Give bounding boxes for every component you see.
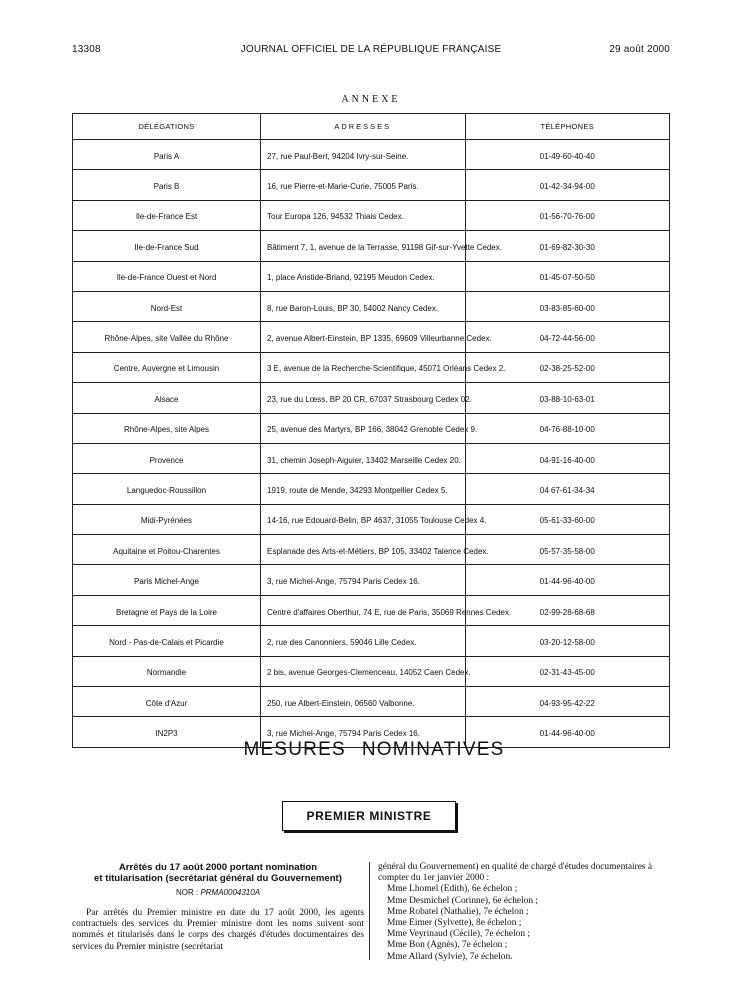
- phone-cell: 04-91-16-40-00: [465, 443, 670, 473]
- table-header-row: [73, 114, 670, 140]
- delegation-cell: Nord-Est: [73, 291, 261, 321]
- section-title-word: MESURES: [243, 739, 346, 760]
- phone-cell: 01-49-60-40-40: [465, 140, 670, 170]
- phone-cell: 03-88-10-63-01: [465, 383, 670, 413]
- table-row: [73, 322, 670, 352]
- nor-code: PRMA0004310A: [200, 888, 261, 897]
- column-header-delegations: DÉLÉGATIONS: [73, 114, 261, 140]
- address-cell: 250, rue Albert-Einstein, 06560 Valbonne.: [261, 687, 466, 717]
- phone-cell: 02-99-28-68-68: [465, 595, 670, 625]
- nominee-item: Mme Desmichel (Corinne), 6e échelon ;: [387, 895, 538, 906]
- address-cell: 31, chemin Joseph-Aiguier, 13402 Marseille Cedex 20.: [261, 443, 466, 473]
- table-row: [73, 200, 670, 230]
- delegation-cell: Nord - Pas-de-Calais et Picardie: [73, 626, 261, 656]
- annexe-title: ANNEXE: [341, 94, 401, 105]
- table-row: [73, 504, 670, 534]
- nominee-item: Mme Bon (Agnès), 7e échelon ;: [387, 940, 508, 951]
- table-row: [73, 595, 670, 625]
- table-row: [73, 535, 670, 565]
- arrete-title-line: et titularisation (secrétariat général du Gouvernement): [94, 873, 342, 884]
- phone-cell: 01-44-96-40-00: [465, 565, 670, 595]
- phone-cell: 01-69-82-30-30: [465, 231, 670, 261]
- arrete-body: Par arrêtés du Premier ministre en date du 17 août 2000, les agents contractuels des services du Premier ministre dont les noms suivent sont nommés et titularisés dans le corps des chargés d'études documentaires des services du Premier ministre (secrétariat: [72, 908, 364, 952]
- section-title: [0, 739, 748, 761]
- delegation-cell: Rhône-Alpes, site Alpes: [73, 413, 261, 443]
- table-row: [73, 565, 670, 595]
- delegation-cell: Centre, Auvergne et Limousin: [73, 352, 261, 382]
- delegations-table: [72, 113, 670, 748]
- nominee-item: Mme Veyrinaud (Cécile), 7e échelon ;: [387, 929, 531, 940]
- nominee-item: Mme Eimer (Sylvette), 8e échelon ;: [387, 918, 522, 929]
- table-row: [73, 352, 670, 382]
- address-cell: 3, rue Michel-Ange, 75794 Paris Cedex 16.: [261, 717, 466, 747]
- journal-title: JOURNAL OFFICIEL DE LA RÉPUBLIQUE FRANÇAISE: [240, 44, 502, 55]
- address-cell: 2 bis, avenue Georges-Clemenceau, 14052 Caen Cedex.: [261, 656, 466, 686]
- section-title-word: NOMINATIVES: [361, 739, 505, 760]
- table-row: [73, 474, 670, 504]
- phone-cell: 04-72-44-56-00: [465, 322, 670, 352]
- delegation-cell: Côte d'Azur: [73, 687, 261, 717]
- nominee-item: Mme Robatel (Nathalie), 7e échelon ;: [387, 906, 529, 917]
- page-number: 13308: [72, 44, 101, 55]
- table-row: [73, 443, 670, 473]
- delegation-cell: Ile-de-France Sud: [73, 231, 261, 261]
- delegation-cell: Paris B: [73, 170, 261, 200]
- nor-reference: [72, 888, 364, 897]
- table-row: [73, 291, 670, 321]
- arrete-body-continued: général du Gouvernement) en qualité de chargé d'études documentaires à compter du 1er janvier 2000 :: [378, 862, 653, 884]
- table-row: [73, 413, 670, 443]
- phone-cell: 04-93-95-42-22: [465, 687, 670, 717]
- arrete-right-column: [378, 862, 670, 963]
- address-cell: Centre d'affaires Oberthur, 74 E, rue de Paris, 35069 Rennes Cedex.: [261, 595, 466, 625]
- delegation-cell: IN2P3: [73, 717, 261, 747]
- column-header-phones: TÉLÉPHONES: [465, 114, 670, 140]
- table-row: [73, 626, 670, 656]
- nor-label: NOR :: [175, 888, 199, 897]
- phone-cell: 05-61-33-60-00: [465, 504, 670, 534]
- address-cell: 2, avenue Albert-Einstein, BP 1335, 69609 Villeurbanne Cedex.: [261, 322, 466, 352]
- address-cell: 3, rue Michel-Ange, 75794 Paris Cedex 16.: [261, 565, 466, 595]
- phone-cell: 01-44-96-40-00: [465, 717, 670, 747]
- table-row: [73, 231, 670, 261]
- address-cell: 8, rue Baron-Louis, BP 30, 54002 Nancy Cedex.: [261, 291, 466, 321]
- address-cell: 16, rue Pierre-et-Marie-Curie, 75005 Paris.: [261, 170, 466, 200]
- phone-cell: 01-56-70-76-00: [465, 200, 670, 230]
- address-cell: Tour Europa 126, 94532 Thiais Cedex.: [261, 200, 466, 230]
- page-header: [72, 44, 670, 60]
- nominee-item: Mme Allard (Sylvie), 7e échelon.: [387, 951, 513, 962]
- table-row: [73, 383, 670, 413]
- address-cell: 25, avenue des Martyrs, BP 166, 38042 Grenoble Cedex 9.: [261, 413, 466, 443]
- address-cell: 1919, route de Mende, 34293 Montpellier Cedex 5.: [261, 474, 466, 504]
- table-row: [73, 140, 670, 170]
- phone-cell: 04 67-61-34-34: [465, 474, 670, 504]
- delegation-cell: Ile-de-France Est: [73, 200, 261, 230]
- phone-cell: 03-83-85-60-00: [465, 291, 670, 321]
- nominee-list: [378, 884, 670, 962]
- address-cell: 2, rue des Canonniers, 59046 Lille Cedex.: [261, 626, 466, 656]
- phone-cell: 02-31-43-45-00: [465, 656, 670, 686]
- phone-cell: 05-57-35-58-00: [465, 535, 670, 565]
- table-row: [73, 170, 670, 200]
- nominee-item: Mme Lhomel (Edith), 6e échelon ;: [387, 884, 518, 895]
- column-divider: [369, 862, 370, 960]
- address-cell: Esplanade des Arts-et-Métiers, BP 105, 33402 Talence Cedex.: [261, 535, 466, 565]
- address-cell: 14-16, rue Edouard-Belin, BP 4637, 31055 Toulouse Cedex 4.: [261, 504, 466, 534]
- delegation-cell: Rhône-Alpes, site Vallée du Rhône: [73, 322, 261, 352]
- arrete-title-line: Arrêtés du 17 août 2000 portant nomination: [118, 862, 318, 873]
- delegation-cell: Provence: [73, 443, 261, 473]
- delegation-cell: Aquitaine et Poitou-Charentes: [73, 535, 261, 565]
- delegation-cell: Paris Michel-Ange: [73, 565, 261, 595]
- issue-date: 29 août 2000: [609, 44, 670, 55]
- delegation-cell: Languedoc-Roussillon: [73, 474, 261, 504]
- delegation-cell: Midi-Pyrénées: [73, 504, 261, 534]
- table-row: [73, 261, 670, 291]
- phone-cell: 03-20-12-58-00: [465, 626, 670, 656]
- address-cell: Bâtiment 7, 1, avenue de la Terrasse, 91198 Gif-sur-Yvette Cedex.: [261, 231, 466, 261]
- arrete-title: [72, 862, 364, 884]
- address-cell: 1, place Aristide-Briand, 92195 Meudon Cedex.: [261, 261, 466, 291]
- phone-cell: 02-38-25-52-00: [465, 352, 670, 382]
- table-body: [73, 140, 670, 748]
- delegation-cell: Paris A: [73, 140, 261, 170]
- arrete-left-column: [72, 862, 364, 953]
- phone-cell: 01-42-34-94-00: [465, 170, 670, 200]
- delegation-cell: Alsace: [73, 383, 261, 413]
- delegation-cell: Bretagne et Pays de la Loire: [73, 595, 261, 625]
- table-row: [73, 687, 670, 717]
- address-cell: 27, rue Paul-Bert, 94204 Ivry-sur-Seine.: [261, 140, 466, 170]
- column-header-addresses: ADRESSES: [261, 114, 466, 140]
- delegation-cell: Ile-de-France Ouest et Nord: [73, 261, 261, 291]
- address-cell: 3 E, avenue de la Recherche-Scientifique, 45071 Orléans Cedex 2.: [261, 352, 466, 382]
- phone-cell: 04-76-88-10-00: [465, 413, 670, 443]
- phone-cell: 01-45-07-50-50: [465, 261, 670, 291]
- address-cell: 23, rue du Lœss, BP 20 CR, 67037 Strasbourg Cedex 02.: [261, 383, 466, 413]
- table-row: [73, 656, 670, 686]
- delegation-cell: Normandie: [73, 656, 261, 686]
- ministry-heading: PREMIER MINISTRE: [282, 801, 456, 831]
